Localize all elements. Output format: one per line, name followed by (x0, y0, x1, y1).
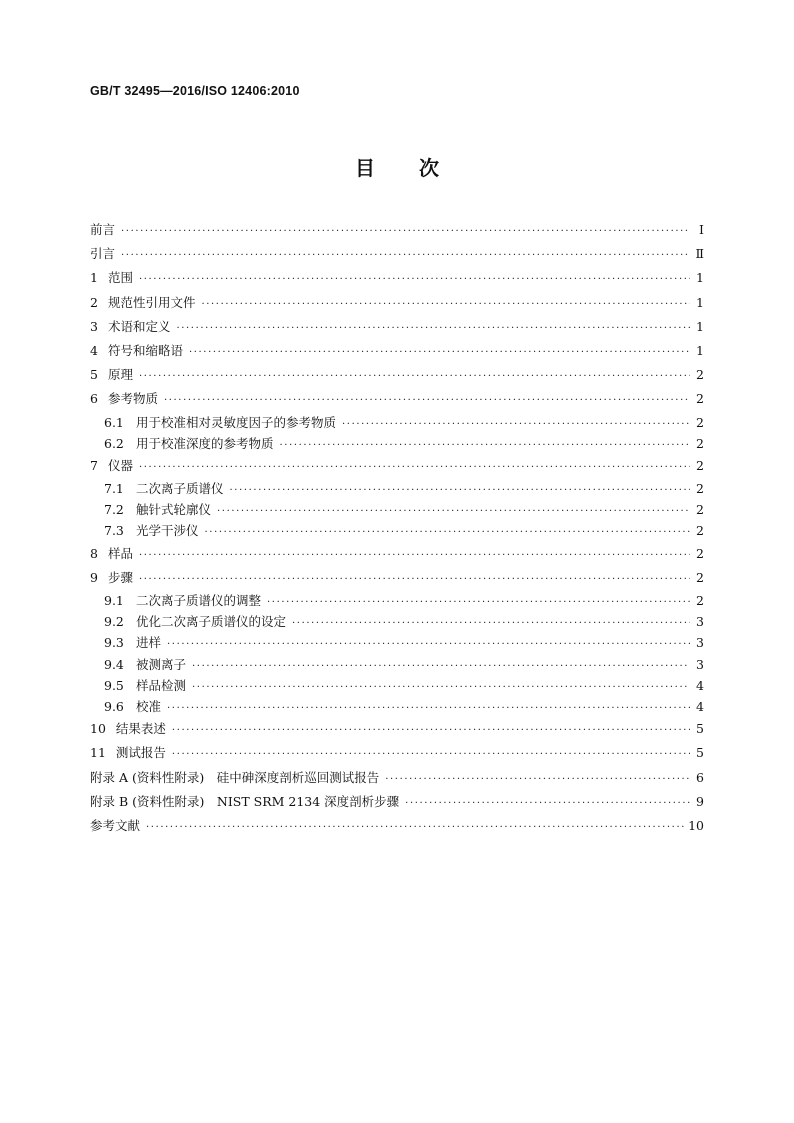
toc-entry-number: 11 (90, 745, 106, 761)
toc-entry[interactable] (90, 590, 704, 611)
toc-entry-number: 6.1 (104, 414, 124, 430)
toc-entry-label: 参考文献 (90, 817, 141, 833)
toc-entry-number: 7.3 (104, 523, 124, 539)
toc-entry-label: 被测离子 (136, 656, 187, 672)
toc-entry-label: 前言 (90, 222, 116, 237)
toc-entry-page: 2 (696, 391, 704, 407)
toc-entry-label: 测试报告 (115, 745, 166, 761)
dot-leader (146, 816, 684, 840)
toc-entry-number: 9.4 (104, 656, 124, 672)
toc-entry-label: 附录 B (资料性附录) NIST SRM 2134 深度剖析步骤 (90, 793, 400, 809)
toc-entry-label: 附录 A (资料性附录) 硅中砷深度剖析巡回测试报告 (90, 769, 380, 785)
toc-entry[interactable] (90, 566, 704, 590)
toc-entry-number: 9.3 (104, 635, 124, 651)
toc-entry-page: 3 (696, 656, 704, 672)
toc-entry-label: 校准 (136, 698, 162, 714)
standard-code: GB/T 32495—2016/ISO 12406:2010 (90, 84, 300, 98)
dot-leader (280, 435, 690, 456)
toc-entry[interactable] (90, 339, 704, 363)
toc-entry-label: 样品检测 (136, 677, 187, 693)
toc-entry-page: 10 (688, 817, 704, 833)
toc-entry-number: 7 (90, 457, 98, 473)
toc-entry-number: 9.2 (104, 614, 124, 630)
toc-entry[interactable] (90, 218, 704, 242)
toc-entry-page: 2 (696, 593, 704, 608)
dot-leader (201, 293, 690, 317)
toc-entry-number: 7.1 (104, 481, 124, 497)
toc-entry-number: 9 (90, 569, 98, 585)
toc-entry-page: 4 (696, 698, 704, 714)
toc-entry[interactable] (90, 632, 704, 653)
dot-leader (342, 414, 690, 435)
toc-entry-label: 触针式轮廓仪 (136, 502, 212, 518)
toc-entry-page: 2 (696, 481, 704, 497)
toc-entry-page: 1 (696, 318, 704, 334)
toc-entry[interactable] (90, 412, 704, 433)
toc-entry-page: Ⅰ (699, 222, 704, 237)
dot-leader (385, 768, 690, 792)
toc-entry-number: 8 (90, 545, 98, 561)
page-title (0, 152, 794, 181)
toc-entry-label: 样品 (107, 545, 133, 561)
dot-leader (230, 480, 690, 501)
toc-entry-number: 1 (90, 270, 98, 286)
toc-entry-label: 用于校准相对灵敏度因子的参考物质 (136, 414, 337, 430)
dot-leader (164, 389, 690, 413)
toc-entry-page: 3 (696, 635, 704, 651)
toc-entry[interactable] (90, 266, 704, 290)
toc-entry-label: 仪器 (107, 457, 133, 473)
toc-entry-label: 优化二次离子质谱仪的设定 (136, 614, 287, 630)
toc-entry-label: 术语和定义 (107, 318, 171, 334)
toc-entry[interactable] (90, 741, 704, 765)
toc-entry[interactable] (90, 291, 704, 315)
dot-leader (292, 613, 690, 634)
toc-entry[interactable] (90, 387, 704, 411)
toc-entry-number: 4 (90, 342, 98, 358)
toc-entry-page: 2 (696, 457, 704, 473)
toc-entry-label: 进样 (136, 635, 162, 651)
toc-entry[interactable] (90, 520, 704, 541)
dot-leader (121, 244, 690, 268)
toc-entry-page: 2 (696, 569, 704, 585)
dot-leader (205, 522, 690, 543)
toc-entry[interactable] (90, 717, 704, 741)
dot-leader (121, 220, 690, 244)
dot-leader (139, 568, 690, 592)
toc-entry[interactable] (90, 790, 704, 814)
toc-entry-number: 9.5 (104, 677, 124, 693)
toc-entry[interactable] (90, 363, 704, 387)
table-of-contents (90, 218, 704, 838)
toc-entry[interactable] (90, 814, 704, 838)
toc-entry[interactable] (90, 242, 704, 266)
dot-leader (139, 268, 690, 292)
toc-entry-number: 7.2 (104, 502, 124, 518)
dot-leader (139, 544, 690, 568)
toc-entry-page: 2 (696, 414, 704, 430)
toc-entry-number: 2 (90, 294, 98, 310)
toc-entry-page: 9 (696, 793, 704, 809)
dot-leader (167, 634, 690, 655)
toc-entry-number: 10 (90, 721, 106, 737)
toc-entry-number: 6 (90, 391, 98, 407)
toc-entry-label: 步骤 (107, 569, 133, 585)
title-char-1: 目 (355, 156, 375, 180)
toc-entry[interactable] (90, 499, 704, 520)
toc-entry[interactable] (90, 454, 704, 478)
dot-leader (267, 592, 690, 613)
toc-entry[interactable] (90, 478, 704, 499)
toc-entry[interactable] (90, 542, 704, 566)
toc-entry[interactable] (90, 611, 704, 632)
toc-entry-label: 引言 (90, 246, 116, 262)
toc-entry-number: 9.1 (104, 593, 124, 608)
toc-entry-label: 参考物质 (107, 391, 158, 407)
toc-entry-label: 原理 (107, 367, 133, 383)
toc-entry[interactable] (90, 696, 704, 717)
toc-entry-label: 符号和缩略语 (107, 342, 183, 358)
dot-leader (189, 341, 690, 365)
dot-leader (217, 501, 690, 522)
dot-leader (167, 698, 690, 719)
dot-leader (139, 365, 690, 389)
toc-entry[interactable] (90, 433, 704, 454)
dot-leader (172, 719, 690, 743)
dot-leader (139, 456, 690, 480)
toc-entry-label: 二次离子质谱仪的调整 (136, 593, 262, 608)
toc-entry-label: 二次离子质谱仪 (136, 481, 224, 497)
toc-entry-page: 2 (696, 435, 704, 451)
toc-entry-label: 结果表述 (115, 721, 166, 737)
toc-entry[interactable] (90, 675, 704, 696)
toc-entry-number: 5 (90, 367, 98, 383)
toc-entry-number: 3 (90, 318, 98, 334)
toc-entry-page: 2 (696, 502, 704, 518)
toc-entry-label: 范围 (107, 270, 133, 286)
toc-entry-label: 用于校准深度的参考物质 (136, 435, 274, 451)
toc-entry-page: 1 (696, 270, 704, 286)
dot-leader (192, 677, 690, 698)
toc-entry-page: 5 (696, 721, 704, 737)
toc-entry[interactable] (90, 766, 704, 790)
toc-entry-page: Ⅱ (695, 246, 704, 262)
toc-entry[interactable] (90, 315, 704, 339)
toc-entry-label: 规范性引用文件 (107, 294, 196, 310)
title-char-2: 次 (419, 156, 439, 180)
dot-leader (176, 317, 690, 341)
toc-entry-page: 4 (696, 677, 704, 693)
toc-entry-page: 5 (696, 745, 704, 761)
toc-entry-number: 6.2 (104, 435, 124, 451)
toc-entry-page: 1 (696, 294, 704, 310)
toc-entry-page: 2 (696, 367, 704, 383)
toc-entry[interactable] (90, 654, 704, 675)
dot-leader (192, 656, 690, 677)
toc-entry-page: 1 (696, 342, 704, 358)
toc-entry-page: 6 (696, 769, 704, 785)
toc-entry-label: 光学干涉仪 (136, 523, 199, 539)
toc-entry-number: 9.6 (104, 698, 124, 714)
toc-entry-page: 2 (696, 523, 704, 539)
toc-entry-page: 3 (696, 614, 704, 630)
toc-entry-page: 2 (696, 545, 704, 561)
dot-leader (405, 792, 690, 816)
dot-leader (172, 743, 690, 767)
